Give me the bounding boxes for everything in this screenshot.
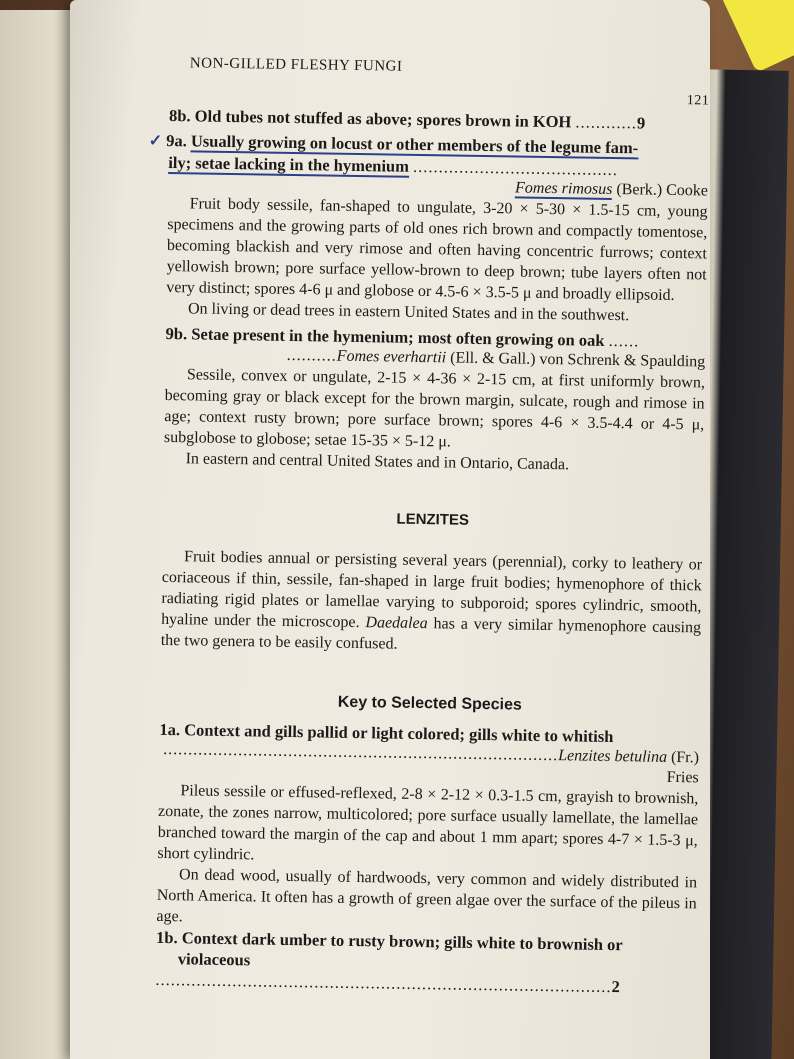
key-text: Old tubes not stuffed as above; spores brown in KOH	[194, 106, 572, 132]
species-habitat: On dead wood, usually of hardwoods, very common and widely distributed in North America. It often has a growth of green algae over the surface of the pileus in age.	[156, 866, 698, 926]
page-number: 121	[686, 93, 710, 109]
species-binomial: Fomes rimosus	[514, 179, 613, 198]
leader-dots: ......	[608, 330, 640, 351]
running-head	[189, 55, 710, 109]
handwritten-check-mark: ✓	[148, 132, 163, 150]
genus-description-text-end: has a very similar hymenophore causing the two genera to be easily confused.	[160, 615, 702, 653]
left-page	[0, 10, 80, 1059]
species-habitat: In eastern and central United States and in Ontario, Canada.	[185, 450, 570, 474]
leader-dots: ........................................	[412, 156, 619, 180]
key-text: Usually growing on locust or other members of the legume fam-	[190, 131, 639, 158]
genus-heading: LENZITES	[396, 510, 470, 529]
species-binomial: Fomes everhartii	[336, 347, 447, 367]
genus-description	[161, 546, 703, 659]
leader-dots: ............	[575, 112, 638, 133]
species-description: Pileus sessile or effused-reflexed, 2-8 × 2-12 × 0.3-1.5 cm, grayish to brownish, zonate, the zones narrow, multicolored; pore surface usually lamellate, the lamellae branched toward the margin of the cap and about 1 mm apart; spores 4-7 × 1.5-3 μ, short cylindric.	[157, 782, 699, 864]
genus-description-text: Fruit bodies annual or persisting several years (perennial), corky to leathery or coriaceous if thin, sessile, fan-shaped in large fruit bodies; hymenophore of thick radiating rigid plates or lamellae varying to subporoid; spores cylindric, smooth, hyaline under the microscope.	[160, 548, 703, 632]
key-couplet-9a	[148, 130, 709, 181]
species-description: Fruit body sessile, fan-shaped to ungulate, 3-20 × 5-30 × 1.5-15 cm, young specimens and the growing parts of old ones rich brown and compactly tomentose, becoming blackish and very rimose and often having concentric furrows; context yellowish brown; pore surface yellow-brown to deep brown; tube layers often not very distinct; spores 4-6 μ and globose or 4.5-6 × 3.5-5 μ and broadly ellipsoid.	[166, 195, 708, 304]
key-text: Context and gills pallid or light colored; gills white to whitish	[184, 720, 614, 747]
key-couplet-1b	[155, 927, 696, 998]
leader-dots: .........................................................................................	[155, 969, 612, 997]
key-number: 9a.	[166, 130, 187, 151]
species-binomial: Lenzites betulina	[558, 747, 668, 766]
species-description: Sessile, convex or ungulate, 2-15 × 4-36 × 2-15 cm, at first uniformly brown, becoming gray or black except for the brown margin, sulcate, rough and rimose in age; context rusty brown; pore surface brown; spores 4-6 × 3.5-4.4 or 4-5 μ, subglobose to globose; setae 15-35 × 5-12 μ.	[163, 366, 706, 451]
key-number: 9b.	[165, 323, 188, 344]
key-target: 2	[611, 977, 620, 997]
key-target: 9	[636, 113, 646, 133]
key-text-continued: violaceous	[177, 949, 251, 970]
key-heading: Key to Selected Species	[337, 693, 523, 714]
key-number: 1b.	[155, 927, 178, 948]
species-authority: (Berk.) Cooke	[616, 181, 709, 200]
key-text: Context dark umber to rusty brown; gills white to brownish or	[181, 928, 623, 955]
species-habitat: On living or dead trees in eastern United States and in the southwest.	[187, 300, 630, 325]
leader-dots: ..........	[286, 346, 337, 365]
book-page	[70, 0, 710, 1059]
key-couplet-8b	[169, 105, 709, 134]
key-number: 8b.	[168, 105, 191, 126]
species-authority: (Fr.) Fries	[666, 748, 700, 787]
page-content	[148, 55, 710, 998]
key-text: Setae present in the hymenium; most often growing on oak	[191, 324, 605, 350]
leader-dots: ...............................................................................	[163, 740, 559, 765]
species-authority: (Ell. & Gall.) von Schrenk & Spaulding	[450, 349, 706, 371]
key-text-continued: ily; setae lacking in the hymenium	[168, 152, 410, 176]
running-head-title: NON-GILLED FLESHY FUNGI	[189, 55, 403, 75]
key-number: 1a.	[159, 719, 181, 740]
genus-name-daedalea: Daedalea	[365, 614, 428, 633]
